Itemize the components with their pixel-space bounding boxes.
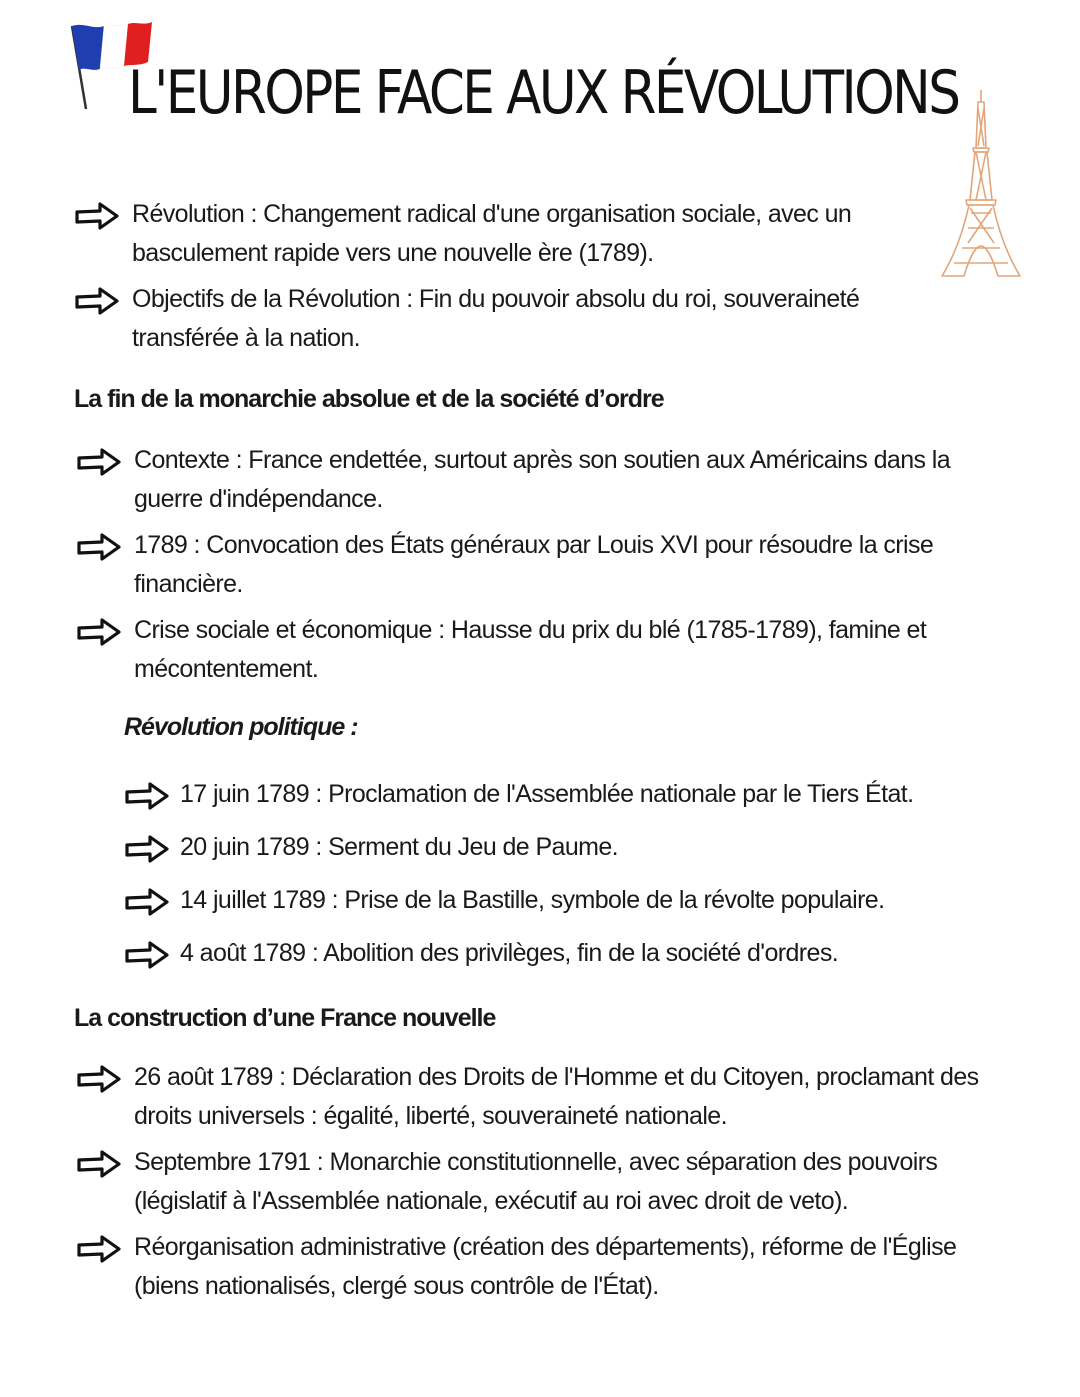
item-text: Crise sociale et économique : Hausse du prix du blé (1785-1789), famine et mécontentement. (134, 616, 927, 683)
list-item (74, 1058, 1024, 1136)
item-text: 14 juillet 1789 : Prise de la Bastille, symbole de la révolte populaire. (180, 886, 885, 914)
politique-list (122, 775, 1022, 987)
intro-list (72, 195, 952, 358)
list-item (74, 1143, 1024, 1221)
right-arrow-icon (76, 1234, 122, 1264)
item-text: 20 juin 1789 : Serment du Jeu de Paume. (180, 833, 619, 861)
section2-list (74, 1058, 1024, 1306)
page-title: L'EUROPE FACE AUX RÉVOLUTIONS (128, 58, 959, 128)
right-arrow-icon (76, 617, 122, 647)
list-item (122, 775, 1022, 814)
right-arrow-icon (74, 201, 120, 231)
section-heading: La fin de la monarchie absolue et de la société d’ordre (74, 385, 664, 413)
right-arrow-icon (124, 940, 170, 970)
list-item (122, 828, 1022, 867)
list-item (74, 441, 1019, 519)
list-item (74, 526, 1019, 604)
sub-heading: Révolution politique : (124, 713, 358, 741)
right-arrow-icon (76, 1149, 122, 1179)
right-arrow-icon (124, 834, 170, 864)
section-heading: La construction d’une France nouvelle (74, 1004, 496, 1032)
section1-list (74, 441, 1019, 689)
right-arrow-icon (76, 1064, 122, 1094)
right-arrow-icon (124, 887, 170, 917)
item-text: 26 août 1789 : Déclaration des Droits de l'Homme et du Citoyen, proclamant des droits universels : égalité, liberté, souveraineté nationale. (134, 1063, 979, 1130)
eiffel-tower-icon (940, 88, 1022, 280)
item-text: Révolution : Changement radical d'une organisation sociale, avec un basculement rapide vers une nouvelle ère (1789). (132, 200, 852, 267)
list-item (74, 611, 1019, 689)
list-item (74, 1228, 1024, 1306)
list-item (122, 881, 1022, 920)
list-item (72, 280, 952, 358)
item-text: 4 août 1789 : Abolition des privilèges, fin de la société d'ordres. (180, 939, 839, 967)
item-text: Objectifs de la Révolution : Fin du pouvoir absolu du roi, souveraineté transférée à la nation. (132, 285, 860, 352)
list-item (122, 934, 1022, 973)
item-text: Contexte : France endettée, surtout après son soutien aux Américains dans la guerre d'indépendance. (134, 446, 951, 513)
right-arrow-icon (76, 447, 122, 477)
item-text: Réorganisation administrative (création des départements), réforme de l'Église (biens nationalisés, clergé sous contrôle de l'État). (134, 1233, 957, 1300)
list-item (72, 195, 952, 273)
item-text: Septembre 1791 : Monarchie constitutionnelle, avec séparation des pouvoirs (législatif à l'Assemblée nationale, exécutif au roi avec droit de veto). (134, 1148, 938, 1215)
right-arrow-icon (74, 286, 120, 316)
right-arrow-icon (76, 532, 122, 562)
item-text: 1789 : Convocation des États généraux par Louis XVI pour résoudre la crise financière. (134, 531, 934, 598)
item-text: 17 juin 1789 : Proclamation de l'Assemblée nationale par le Tiers État. (180, 780, 914, 808)
right-arrow-icon (124, 781, 170, 811)
